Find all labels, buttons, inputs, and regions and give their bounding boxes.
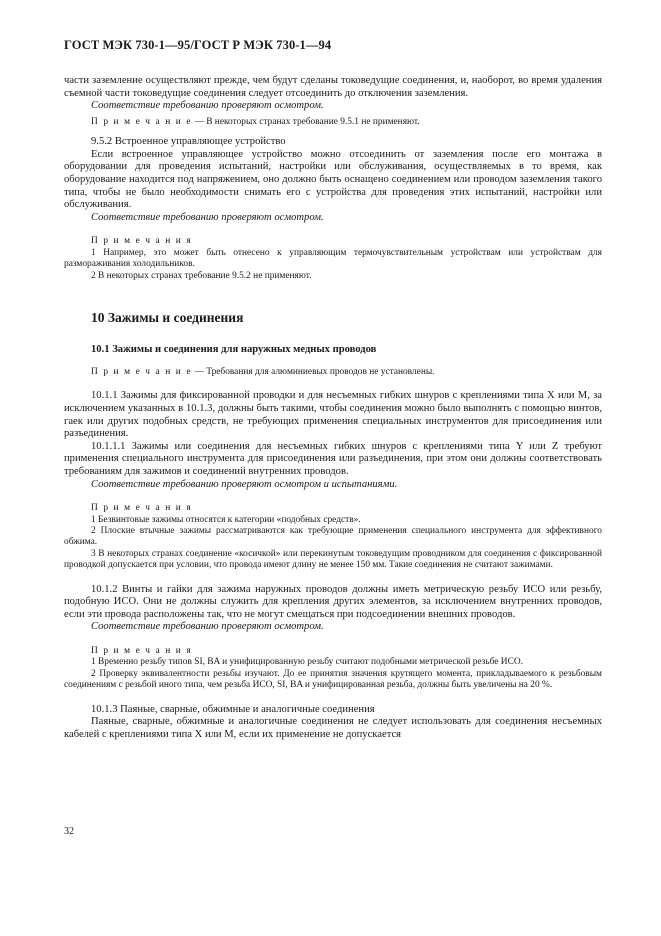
notes-label: П р и м е ч а н и я	[91, 645, 193, 656]
standard-header: ГОСТ МЭК 730-1—95/ГОСТ Р МЭК 730-1—94	[64, 38, 332, 52]
paragraph-10-1-1-1: 10.1.1.1 Зажимы или соединения для несъемных гибких шнуров с креплениями типа Y или Z требуют применения специального инструмента для присоединения или разъединения, при этом они должны соответствовать требованиям для зажимов и соединений внутренних проводов.	[64, 440, 602, 477]
note-text: — В некоторых странах требование 9.5.1 не применяют.	[192, 116, 420, 127]
paragraph: Паяные, сварные, обжимные и аналогичные соединения не следует использовать для соединения несъемных кабелей с креплениями типа X или M, если их применение не допускается	[64, 716, 602, 740]
note	[64, 117, 602, 128]
compliance-check: Соответствие требованию проверяют осмотром.	[91, 621, 324, 633]
note-label: П р и м е ч а н и е	[91, 116, 193, 127]
note-text: — Требования для алюминиевых проводов не установлены.	[192, 366, 435, 377]
section-title-9-5-2: 9.5.2 Встроенное управляющее устройство	[91, 136, 286, 148]
paragraph-10-1-1: 10.1.1 Зажимы для фиксированной проводки и для несъемных гибких шнуров с креплениями типа X или M, за исключением указанных в 10.1.3, должны быть такими, чтобы соединения можно было выполнять с помощью винтов, гаек или других подобных средств, не требующих применения специальных инструментов для присоединения или разъединения.	[64, 390, 602, 440]
section-heading-10-1: 10.1 Зажимы и соединения для наружных медных проводов	[91, 343, 377, 355]
note-item: 1 Временно резьбу типов SI, BA и унифицированную резьбу считают подобными метрической резьбе ИСО.	[91, 657, 523, 668]
note-item: 3 В некоторых странах соединение «косичкой» или перекинутым токоведущим проводником для соединения с фиксированной проводкой допускается при условии, что провода имеют длину не менее 150 мм. Такие соединения не считают зажимами.	[64, 548, 602, 571]
compliance-check: Соответствие требованию проверяют осмотром.	[91, 211, 324, 223]
page-number: 32	[64, 826, 74, 837]
paragraph-10-1-2: 10.1.2 Винты и гайки для зажима наружных проводов должны иметь метрическую резьбу ИСО или резьбу, подобную ИСО. Они не должны служить для крепления других элементов, за исключением внутренних проводов, если эти провода расположены так, что не могут смещаться при подсоединении внешних проводов.	[64, 583, 602, 620]
section-title-10-1-3: 10.1.3 Паяные, сварные, обжимные и аналогичные соединения	[91, 703, 375, 715]
section-heading-10: 10 Зажимы и соединения	[91, 309, 244, 325]
notes-label: П р и м е ч а н и я	[91, 503, 193, 514]
notes-label: П р и м е ч а н и я	[91, 236, 193, 247]
paragraph: Если встроенное управляющее устройство можно отсоединить от заземления после его монтажа в оборудовании для проведения испытаний, настройки или обслуживания, осуществляемых в то время, как оборудование находится под напряжением, оно должно быть оснащено соединением или проводом заземления такого типа, чтобы не было необходимости снимать его с устройства для проведения этих испытаний, настройки или обслуживания.	[64, 148, 602, 211]
document-page	[64, 38, 602, 741]
compliance-check: Соответствие требованию проверяют осмотром.	[91, 100, 324, 112]
note-item: 1 Например, это может быть отнесено к управляющим термочувствительным устройствам или устройствам для размораживания холодильников.	[64, 247, 602, 270]
note-item: 2 Плоские втычные зажимы рассматриваются как требующие применения специального инструмента для эффективного обжима.	[64, 525, 602, 548]
compliance-check: Соответствие требованию проверяют осмотром и испытаниями.	[91, 478, 398, 490]
note-item: 2 В некоторых странах требование 9.5.2 не применяют.	[91, 270, 312, 281]
note-label: П р и м е ч а н и е	[91, 366, 193, 377]
paragraph: части заземление осуществляют прежде, чем будут сделаны токоведущие соединения, и, наоборот, во время удаления съемной части токоведущие соединения следует отсоединить до отключения заземления.	[64, 75, 602, 99]
note	[64, 367, 602, 378]
note-item: 1 Безвинтовые зажимы относятся к категории «подобных средств».	[91, 514, 361, 525]
note-item: 2 Проверку эквивалентности резьбы изучают. До ее принятия значения крутящего момента, прикладываемого к резьбовым соединениям с резьбой иного типа, чем резьба ИСО, SI, BA и унифицированная резьба, должны быть увеличены на 20 %.	[64, 668, 602, 691]
